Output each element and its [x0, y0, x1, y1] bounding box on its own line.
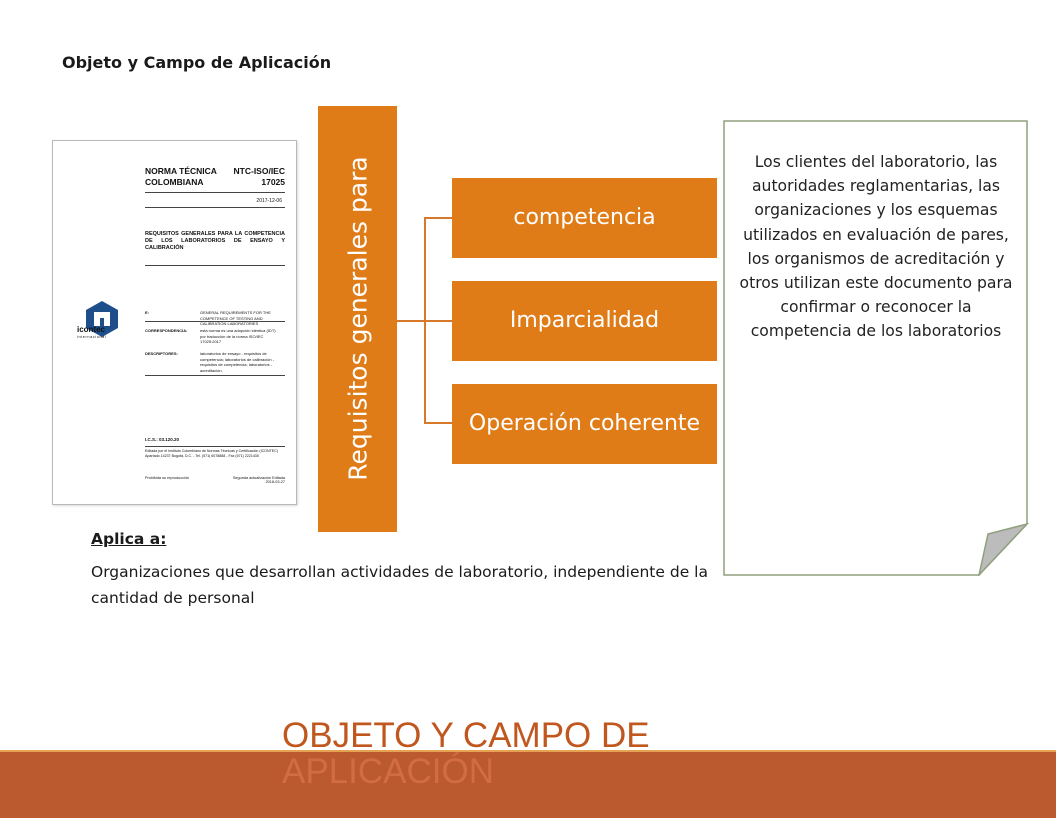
footer-title-line2: APLICACIÓN — [282, 752, 494, 791]
doc-title-left: NORMA TÉCNICA — [145, 166, 217, 176]
footer-title — [282, 718, 702, 790]
doc-title-block — [145, 166, 285, 188]
footer-title-line1: OBJETO Y CAMPO DE — [282, 716, 650, 755]
slide-heading: Objeto y Campo de Aplicación — [62, 53, 332, 72]
requirements-vertical-box — [318, 106, 397, 532]
connector-line — [424, 217, 452, 219]
doc-descriptores-row: DESCRIPTORES: laboratorios de ensayo - requisitos de competencia; laboratorios de calibración - requisitos de competencia; laboratorios - acreditación. — [145, 351, 275, 373]
doc-english-row: E: GENERAL REQUIREMENTS FOR THE COMPETENCE OF TESTING AND CALIBRATION LABORATORIES — [145, 310, 271, 326]
item-operacion-coherente: Operación coherente — [452, 384, 717, 464]
connector-line — [397, 320, 425, 322]
connector-line — [424, 422, 452, 424]
note-text: Los clientes del laboratorio, las autoridades reglamentarias, las organizaciones y los esquemas utilizados en evaluación de pares, los organismos de acreditación y otros utilizan este documento para confirmar o reconocer la competencia de los laboratorios — [739, 153, 1013, 341]
standard-document-image — [52, 140, 297, 505]
icontec-logo-icon — [77, 299, 127, 347]
doc-date: 2017-12-06 — [256, 198, 282, 204]
item-competencia: competencia — [452, 178, 717, 258]
doc-subtitle: REQUISITOS GENERALES PARA LA COMPETENCIA DE LOS LABORATORIOS DE ENSAYO Y CALIBRACIÓN — [145, 231, 285, 251]
doc-title-right: NTC-ISO/IEC — [233, 166, 285, 176]
applies-to-label: Aplica a: — [91, 530, 167, 548]
applies-to-text: Organizaciones que desarrollan actividades de laboratorio, independiente de la cantidad de personal — [91, 563, 708, 607]
logo-word: icontec — [77, 325, 106, 334]
logo-subword: internacional — [77, 335, 107, 339]
doc-footer: Editada por el Instituto Colombiano de Normas Técnicas y Certificación (ICONTEC) Apartado 14237 Bogotá, D.C. - Tel. (571) 6078888 - Fax (571) 2221435 — [145, 449, 278, 458]
requirements-vertical-label: Requisitos generales para — [343, 156, 372, 481]
connector-line — [424, 320, 452, 322]
doc-country: COLOMBIANA — [145, 177, 204, 187]
doc-ics: I.C.S.: 03.120.20 — [145, 437, 180, 442]
doc-footer-2: Prohibida su reproducción Segunda actualización Editada 2018-03-27 — [145, 476, 285, 484]
item-imparcialidad: Imparcialidad — [452, 281, 717, 361]
doc-correspondencia-row: CORRESPONDENCIA: esta norma es una adopción idéntica (IDT) por traducción de la norma ISO/IEC 17025:2017 — [145, 328, 276, 344]
doc-number: 17025 — [261, 177, 285, 187]
